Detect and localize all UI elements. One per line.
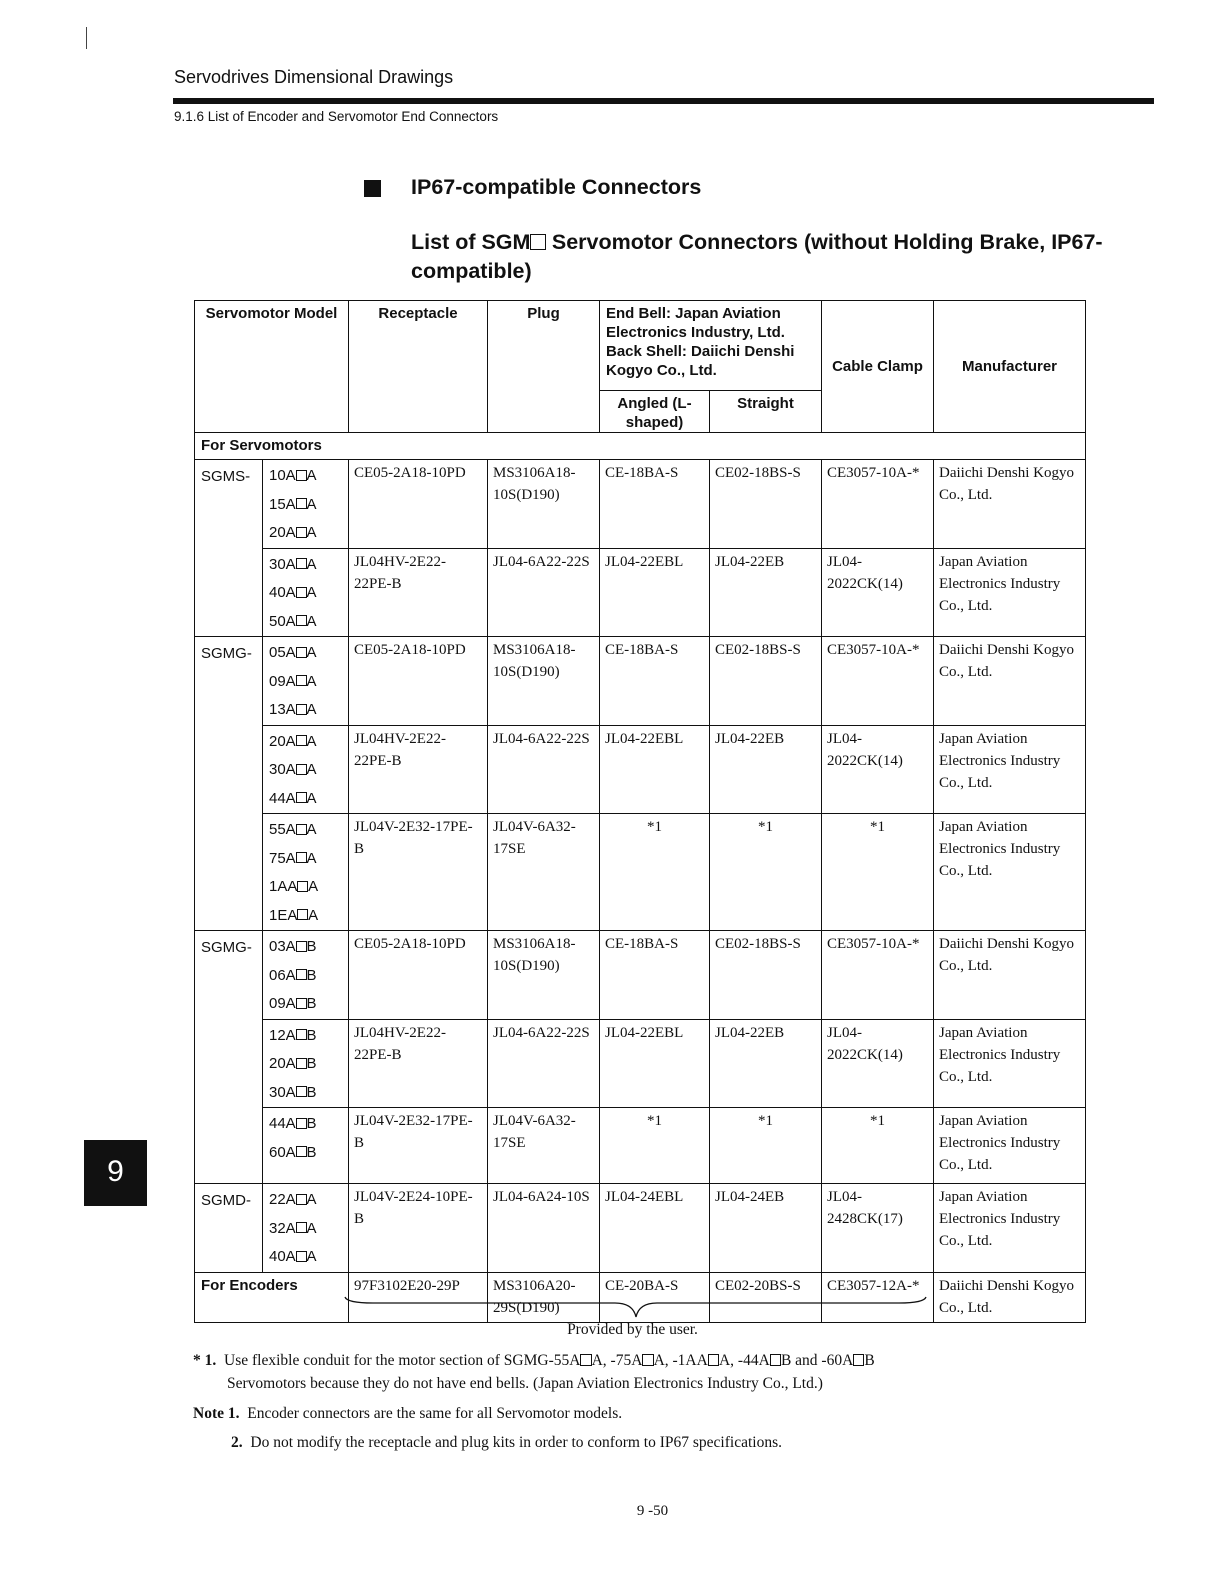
placeholder-box-icon <box>296 941 307 952</box>
cell-manufacturer: Japan Aviation Electronics Industry Co., Ltd. <box>934 548 1086 637</box>
table-row <box>195 548 1086 637</box>
model-code: 32A A <box>269 1219 317 1237</box>
cell-manufacturer: Japan Aviation Electronics Industry Co., Ltd. <box>934 814 1086 931</box>
cell-manufacturer: Daiichi Denshi Kogyo Co., Ltd. <box>934 460 1086 549</box>
cell-straight: JL04-22EB <box>710 1019 822 1108</box>
margin-mark <box>86 27 87 49</box>
cell-receptacle: JL04HV-2E22-22PE-B <box>349 1019 488 1108</box>
cell-clamp: CE3057-10A-* <box>822 460 934 549</box>
placeholder-box-icon <box>296 735 307 746</box>
cell-angled: CE-18BA-S <box>600 931 710 1020</box>
placeholder-box-icon <box>296 969 307 980</box>
col-header-plug: Plug <box>488 301 600 433</box>
col-header-end-bell: End Bell: Japan Aviation Electronics Industry, Ltd. Back Shell: Daiichi Denshi Kogyo Co., Ltd. <box>600 301 822 391</box>
model-code: 06A B <box>269 966 317 984</box>
placeholder-box-icon <box>580 1354 591 1365</box>
model-code: 20A A <box>269 524 317 541</box>
placeholder-box-icon <box>296 764 307 775</box>
model-list <box>263 931 349 1020</box>
cell-angled: *1 <box>600 814 710 931</box>
cell-plug: MS3106A18-10S(D190) <box>488 637 600 726</box>
cell-manufacturer: Japan Aviation Electronics Industry Co., Ltd. <box>934 1108 1086 1184</box>
placeholder-box-icon <box>296 1146 307 1157</box>
cell-manufacturer: Daiichi Denshi Kogyo Co., Ltd. <box>934 1272 1086 1322</box>
table-row <box>195 1184 1086 1273</box>
cell-cable-clamp: CE3057-12A-* <box>822 1272 934 1322</box>
cell-manufacturer: Japan Aviation Electronics Industry Co., Ltd. <box>934 1184 1086 1273</box>
cell-clamp: JL04-2022CK(14) <box>822 725 934 814</box>
table-row <box>195 637 1086 726</box>
cell-receptacle: CE05-2A18-10PD <box>349 637 488 726</box>
table-row <box>195 725 1086 814</box>
table-row <box>195 460 1086 549</box>
section-label-servomotors: For Servomotors <box>195 433 1086 460</box>
model-code: 1AA A <box>269 878 319 895</box>
cell-receptacle: JL04V-2E32-17PE-B <box>349 814 488 931</box>
running-header-subsection: 9.1.6 List of Encoder and Servomotor End Connectors <box>174 109 499 124</box>
model-code: 60A B <box>269 1143 317 1161</box>
chapter-tab: 9 <box>84 1140 147 1206</box>
cell-angled: JL04-22EBL <box>600 548 710 637</box>
cell-receptacle: CE05-2A18-10PD <box>349 460 488 549</box>
model-code: 75A A <box>269 849 317 867</box>
cell-plug: JL04V-6A32-17SE <box>488 814 600 931</box>
placeholder-box-icon <box>296 615 307 626</box>
series-label: SGMG- <box>195 931 263 1184</box>
cell-straight: JL04-22EB <box>710 548 822 637</box>
model-list <box>263 814 349 931</box>
section-label-encoders: For Encoders <box>195 1272 349 1322</box>
cell-receptacle: CE05-2A18-10PD <box>349 931 488 1020</box>
col-header-straight: Straight <box>710 391 822 433</box>
table-title: List of SGM Servomotor Connectors (without Holding Brake, IP67-compatible) <box>411 230 1103 283</box>
cell-plug: JL04-6A22-22S <box>488 725 600 814</box>
cell-straight: CE02-18BS-S <box>710 931 822 1020</box>
placeholder-box-icon <box>708 1354 719 1365</box>
cell-straight: *1 <box>710 814 822 931</box>
col-header-angled: Angled (L-shaped) <box>600 391 710 433</box>
cell-straight: CE02-18BS-S <box>710 637 822 726</box>
cell-plug: MS3106A18-10S(D190) <box>488 460 600 549</box>
model-code: 50A A <box>269 612 317 630</box>
cell-plug: JL04V-6A32-17SE <box>488 1108 600 1184</box>
placeholder-box-icon <box>296 527 307 538</box>
cell-clamp: JL04-2022CK(14) <box>822 548 934 637</box>
cell-angled: CE-18BA-S <box>600 637 710 726</box>
cell-manufacturer: Japan Aviation Electronics Industry Co., Ltd. <box>934 725 1086 814</box>
table-row <box>195 814 1086 931</box>
cell-manufacturer: Daiichi Denshi Kogyo Co., Ltd. <box>934 931 1086 1020</box>
provided-by-user-note: Provided by the user. <box>567 1321 698 1338</box>
cell-clamp: JL04-2022CK(14) <box>822 1019 934 1108</box>
cell-angled: JL04-24EBL <box>600 1184 710 1273</box>
cell-straight: JL04-22EB <box>710 725 822 814</box>
user-provided-brace <box>343 1295 928 1321</box>
model-code: 44A B <box>269 1115 317 1132</box>
model-code: 55A A <box>269 821 317 838</box>
note-2: 2. Do not modify the receptacle and plug kits in order to conform to IP67 specifications. <box>231 1434 782 1451</box>
placeholder-box-icon <box>296 470 307 481</box>
model-list <box>263 548 349 637</box>
model-code: 1EA A <box>269 906 319 924</box>
connector-table <box>194 300 1086 1323</box>
placeholder-box-icon <box>296 852 307 863</box>
placeholder-box-icon <box>296 587 307 598</box>
series-label: SGMD- <box>195 1184 263 1273</box>
placeholder-box-icon <box>296 1118 307 1129</box>
section-title: IP67-compatible Connectors <box>411 175 702 199</box>
placeholder-box-icon <box>296 1058 307 1069</box>
placeholder-box-icon <box>296 647 307 658</box>
cell-plug: MS3106A20-29S(D190) <box>488 1272 600 1322</box>
model-code: 30A A <box>269 555 317 573</box>
model-list <box>263 1019 349 1108</box>
cell-clamp: *1 <box>822 814 934 931</box>
cell-receptacle: JL04HV-2E22-22PE-B <box>349 548 488 637</box>
placeholder-box-icon <box>296 1086 307 1097</box>
model-code: 05A A <box>269 644 317 661</box>
cell-receptacle: JL04V-2E32-17PE-B <box>349 1108 488 1184</box>
model-code: 20A B <box>269 1055 317 1072</box>
note-1: Note 1. Encoder connectors are the same for all Servomotor models. <box>193 1405 623 1422</box>
cell-angled: JL04-22EBL <box>600 725 710 814</box>
model-code: 10A A <box>269 467 317 484</box>
cell-plug: JL04-6A24-10S <box>488 1184 600 1273</box>
model-list <box>263 460 349 549</box>
section-bullet-icon <box>364 180 381 197</box>
placeholder-box-icon <box>296 824 307 835</box>
model-code: 12A B <box>269 1026 317 1044</box>
cell-manufacturer: Japan Aviation Electronics Industry Co., Ltd. <box>934 1019 1086 1108</box>
col-header-model: Servomotor Model <box>195 301 349 433</box>
cell-manufacturer: Daiichi Denshi Kogyo Co., Ltd. <box>934 637 1086 726</box>
placeholder-box-icon <box>296 792 307 803</box>
placeholder-box-icon <box>770 1354 781 1365</box>
model-code: 09A B <box>269 995 317 1012</box>
cell-clamp: CE3057-10A-* <box>822 931 934 1020</box>
col-header-cable-clamp: Cable Clamp <box>822 301 934 433</box>
model-code: 30A A <box>269 761 317 778</box>
placeholder-box-icon <box>296 1251 307 1262</box>
model-code: 30A B <box>269 1083 317 1101</box>
placeholder-box-icon <box>296 704 307 715</box>
cell-clamp: JL04-2428CK(17) <box>822 1184 934 1273</box>
model-list <box>263 637 349 726</box>
series-label: SGMS- <box>195 460 263 637</box>
model-code: 22A A <box>269 1191 317 1208</box>
header-rule <box>173 98 1154 104</box>
table-row <box>195 931 1086 1020</box>
col-header-receptacle: Receptacle <box>349 301 488 433</box>
placeholder-box-icon <box>296 675 307 686</box>
placeholder-box-icon <box>296 558 307 569</box>
cell-straight: *1 <box>710 1108 822 1184</box>
model-code: 13A A <box>269 701 317 718</box>
model-code: 40A A <box>269 1248 317 1265</box>
placeholder-box-icon <box>530 234 545 249</box>
cell-plug: JL04-6A22-22S <box>488 548 600 637</box>
placeholder-box-icon <box>297 881 308 892</box>
running-header-title: Servodrives Dimensional Drawings <box>174 67 454 87</box>
cell-receptacle: JL04HV-2E22-22PE-B <box>349 725 488 814</box>
table-row <box>195 1108 1086 1184</box>
placeholder-box-icon <box>296 998 307 1009</box>
model-code: 40A A <box>269 584 317 601</box>
cell-angled: CE-18BA-S <box>600 460 710 549</box>
cell-straight: CE02-20BS-S <box>710 1272 822 1322</box>
cell-plug: MS3106A18-10S(D190) <box>488 931 600 1020</box>
placeholder-box-icon <box>642 1354 653 1365</box>
cell-plug: JL04-6A22-22S <box>488 1019 600 1108</box>
cell-receptacle: 97F3102E20-29P <box>349 1272 488 1322</box>
model-code: 15A A <box>269 495 317 513</box>
placeholder-box-icon <box>296 1029 307 1040</box>
footnote-1: * 1. Use flexible conduit for the motor section of SGMG-55A A, -75A A, -1AA A, -44A B and -60A B Servomotors because they do not have end bells. (Japan Aviation Electronics Industry Co., Ltd.) <box>193 1352 875 1392</box>
placeholder-box-icon <box>297 909 308 920</box>
cell-clamp: CE3057-10A-* <box>822 637 934 726</box>
cell-angled: JL04-22EBL <box>600 1019 710 1108</box>
placeholder-box-icon <box>296 498 307 509</box>
model-list <box>263 725 349 814</box>
cell-straight: JL04-24EB <box>710 1184 822 1273</box>
table-row <box>195 1019 1086 1108</box>
model-list <box>263 1108 349 1184</box>
placeholder-box-icon <box>853 1354 864 1365</box>
cell-receptacle: JL04V-2E24-10PE-B <box>349 1184 488 1273</box>
cell-straight: CE02-18BS-S <box>710 460 822 549</box>
model-code: 44A A <box>269 789 317 807</box>
cell-clamp: *1 <box>822 1108 934 1184</box>
series-label: SGMG- <box>195 637 263 931</box>
col-header-manufacturer: Manufacturer <box>934 301 1086 433</box>
page-number: 9 -50 <box>636 1503 669 1519</box>
cell-angled: CE-20BA-S <box>600 1272 710 1322</box>
model-code: 03A B <box>269 938 317 955</box>
model-code: 09A A <box>269 672 317 690</box>
placeholder-box-icon <box>296 1194 307 1205</box>
cell-angled: *1 <box>600 1108 710 1184</box>
placeholder-box-icon <box>296 1222 307 1233</box>
model-code: 20A A <box>269 732 317 750</box>
model-list <box>263 1184 349 1273</box>
